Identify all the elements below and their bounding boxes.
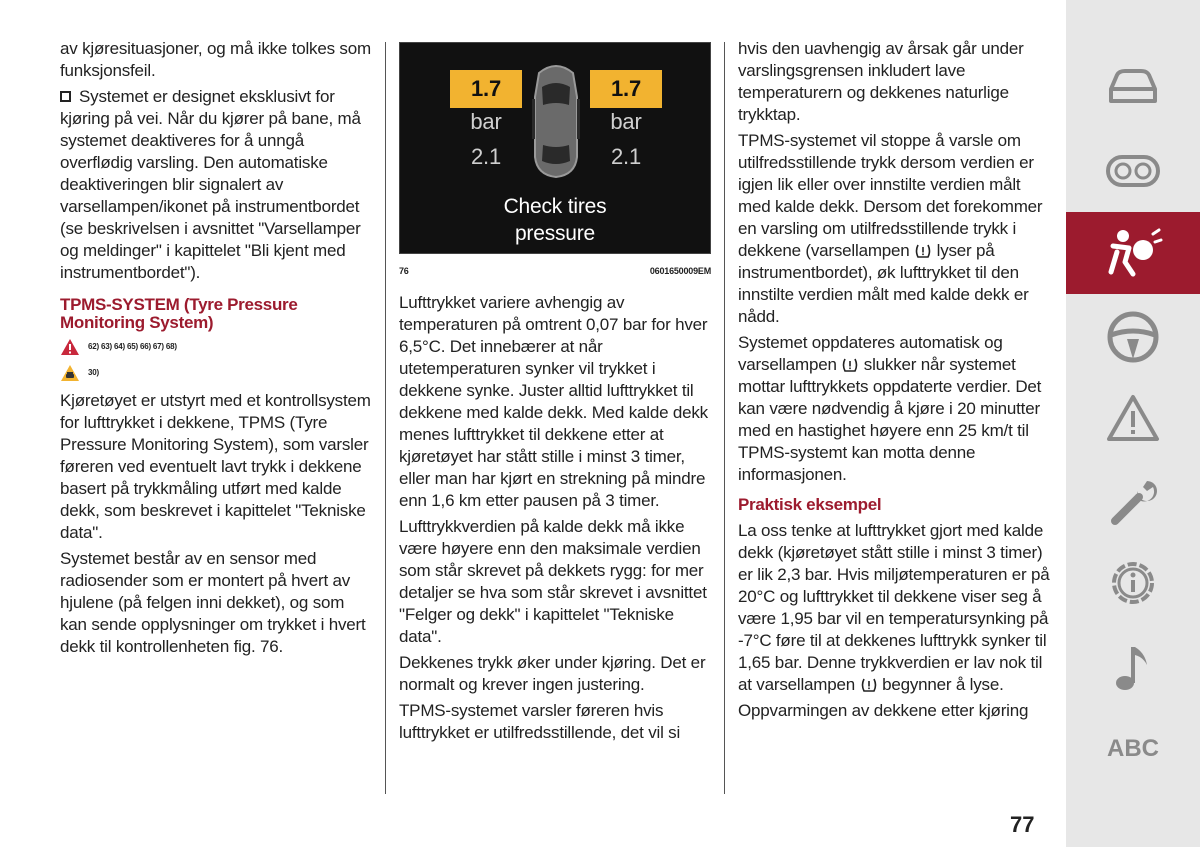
sidebar-item-vehicle[interactable] — [1066, 46, 1200, 128]
figure-number: 76 — [399, 266, 409, 276]
figure-code: 0601650009EM — [649, 266, 711, 276]
column-divider — [724, 42, 725, 794]
unit-left: bar — [470, 109, 502, 134]
paragraph-note — [60, 86, 372, 284]
rear-right-pressure: 2.1 — [611, 144, 641, 169]
paragraph: Dekkenes trykk øker under kjøring. Det er normalt og krever ingen justering. — [399, 653, 706, 694]
paragraph-text: Systemet er designet eksklusivt for kjøring på vei. Når du kjører på bane, må systemet deaktiveres for å unngå overflødig varsling. Den automatiske deaktiveringen blir signalert av varsellampen/ikonet på instrumentbordet (se beskrivelsen i avsnittet "Varsellamper og meldinger" i kapittelet "Bli kjent med instrumentbordet"). — [60, 87, 361, 282]
paragraph: av kjøresituasjoner, og må ikke tolkes som funksjonsfeil. — [60, 39, 371, 80]
paragraph: Lufttrykket variere avhengig av temperaturen på omtrent 0,07 bar for hver 6,5°C. Det innebærer at når utetemperaturen synker vil trykket i dekkene synke. Juster alltid lufttrykket til dekkene med kalde dekk. Med kalde dekk menes lufttrykket til dekkene etter at kjøretøyet har stått stille i minst 3 timer, eller man har kjørt en strekning på mindre enn 1,6 km etter pausen på 3 timer. — [399, 293, 708, 510]
sidebar-item-multimedia[interactable] — [1066, 626, 1200, 708]
tire-pressure-warning-icon — [860, 677, 878, 693]
front-right-pressure: 1.7 — [590, 70, 662, 108]
tire-pressure-warning-icon — [841, 357, 859, 373]
figure-caption — [399, 260, 711, 282]
sidebar-item-starting-driving[interactable] — [1066, 296, 1200, 378]
sidebar-item-index[interactable] — [1066, 708, 1200, 790]
paragraph-text: TPMS-systemet vil stoppe å varsle om utilfredsstillende trykk dersom verdien er igjen lik eller over innstilte verdien målt med kalde dekk. Dersom det forekommer en varsling om utilfredsstillende trykk i dekkene (varsellampen — [738, 131, 1043, 260]
index-label: ABC — [1107, 735, 1159, 762]
message-line: pressure — [514, 222, 596, 245]
paragraph — [738, 130, 1050, 328]
warning-triangle-icon — [1105, 393, 1161, 445]
paragraph: Oppvarmingen av dekkene etter kjøring — [738, 701, 1029, 720]
dashboard-icon — [1105, 151, 1161, 191]
paragraph: Systemet består av en sensor med radiosender som er montert på hvert av hjulene (på felgen inni dekket), og som kan sende opplysninger om trykket i hvert dekk til kontrollenheten fig. 76. — [60, 549, 366, 656]
wrench-icon — [1105, 473, 1161, 529]
paragraph-text: slukker når systemet mottar lufttrykkets oppdaterte verdier. Det kan være nødvendig å kjøre i 20 minutter med en hastighet høyere enn 25 km/t til TPMS-systemt kan motta denne informasjonen. — [738, 355, 1042, 484]
info-gear-icon — [1105, 555, 1161, 611]
paragraph: Kjøretøyet er utstyrt med et kontrollsystem for lufttrykket i dekkene, TPMS (Tyre Pressure Monitoring System), som varsler føreren ved eventuelt lavt trykk i dekkene basert på trykkmåling utført med kalde dekk, som beskrevet i kapittelet "Tekniske data". — [60, 391, 371, 542]
bullet-square-icon — [60, 91, 71, 102]
page-number: 77 — [1010, 812, 1035, 837]
warning-refs-red — [60, 338, 372, 356]
paragraph — [738, 332, 1050, 486]
warning-refs-text: 30) — [88, 368, 99, 377]
tpms-display-figure — [399, 42, 711, 254]
paragraph: TPMS-systemet varsler føreren hvis lufttrykket er utilfredsstillende, det vil si — [399, 701, 681, 742]
sidebar-item-maintenance[interactable] — [1066, 460, 1200, 542]
music-note-icon — [1105, 639, 1161, 695]
sidebar-item-technical-data[interactable] — [1066, 542, 1200, 624]
column-left — [60, 38, 372, 662]
caution-car-icon — [60, 364, 80, 382]
section-heading: Praktisk eksempel — [738, 495, 882, 514]
sidebar-item-emergency[interactable] — [1066, 378, 1200, 460]
section-heading: TPMS-SYSTEM (Tyre Pressure Monitoring System) — [60, 295, 298, 332]
figure-message — [400, 193, 710, 247]
front-left-pressure: 1.7 — [450, 70, 522, 108]
car-top-view-icon — [527, 57, 585, 181]
paragraph-text: La oss tenke at lufttrykket gjort med kalde dekk (kjøretøyet stått stille i minst 3 timer) er lik 2,3 bar. Hvis miljøtemperaturen er på 20°C og lufttrykket til dekkene viser seg å være 1,95 bar vil en temperatursynking på -7°C føre til at dekkenes lufttrykk synker til 1,65 bar. Denne trykkverdien er lav nok til at varsellampen — [738, 521, 1050, 694]
paragraph: hvis den uavhengig av årsak går under varslingsgrensen inkludert lave temperaturern og dekkenes naturlige trykktap. — [738, 39, 1024, 124]
car-icon — [1105, 67, 1161, 107]
airbag-icon — [1103, 226, 1163, 280]
tire-pressure-warning-icon — [914, 243, 932, 259]
unit-right: bar — [610, 109, 642, 134]
steering-wheel-icon — [1105, 309, 1161, 365]
chapter-sidebar — [1066, 0, 1200, 847]
warning-refs-text: 62) 63) 64) 65) 66) 67) 68) — [88, 342, 177, 351]
paragraph-text: Systemet oppdateres automatisk og varsellampen — [738, 333, 1003, 374]
warning-red-icon — [60, 338, 80, 356]
paragraph: Lufttrykkverdien på kalde dekk må ikke være høyere enn den maksimale verdien som står skrevet på dekkets rygg: for mer detaljer se hva som står skrevet i avsnittet "Felger og dekk" i kapittelet "Tekniske data". — [399, 517, 707, 646]
warning-refs-yellow — [60, 364, 372, 382]
paragraph-text: begynner å lyse. — [882, 675, 1004, 694]
paragraph-text: lyser på instrumentbordet), øk lufttrykket til den innstilte verdien målt med kalde dekk er nådd. — [738, 241, 1029, 326]
paragraph — [738, 520, 1050, 696]
message-line: Check tires — [503, 195, 607, 218]
column-right — [738, 38, 1050, 726]
sidebar-item-safety[interactable] — [1066, 212, 1200, 294]
column-divider — [385, 42, 386, 794]
sidebar-item-dashboard[interactable] — [1066, 130, 1200, 212]
column-middle — [399, 38, 711, 748]
rear-left-pressure: 2.1 — [471, 144, 501, 169]
